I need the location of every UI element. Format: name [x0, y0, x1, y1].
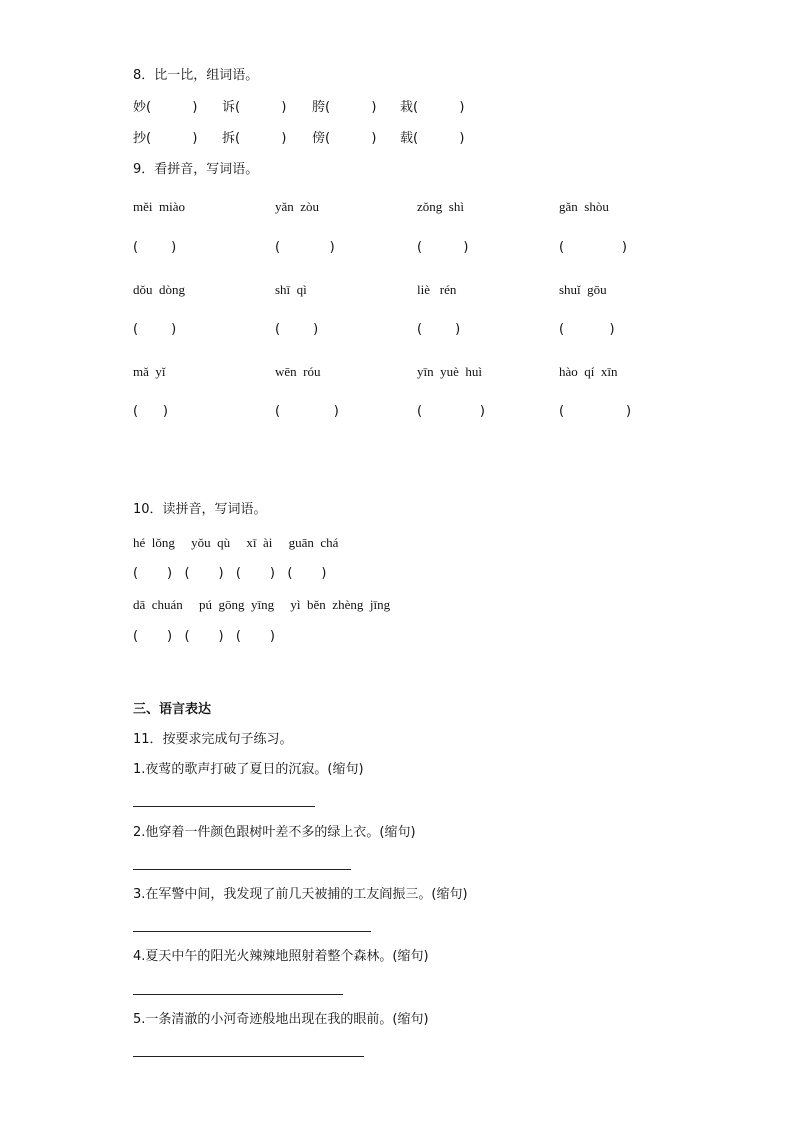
q8-row1-item4: 栽( )	[400, 100, 465, 115]
q8-row1-item1: 妙( )	[133, 100, 198, 115]
q9-pinyin-1-1: měi miào	[133, 199, 185, 214]
q8-row2-item4: 载( )	[400, 131, 465, 146]
q11-title: 11．按要求完成句子练习。	[133, 732, 293, 747]
q9-pinyin-3-2: wēn róu	[275, 364, 321, 379]
q9-blank-1-1: ( )	[133, 240, 177, 255]
q9-pinyin-2-2: shī qì	[275, 282, 307, 297]
q9-pinyin-3-1: mǎ yǐ	[133, 364, 166, 379]
q9-pinyin-2-4: shuǐ gōu	[559, 282, 607, 297]
q9-pinyin-3-3: yīn yuè huì	[417, 364, 482, 379]
q9-pinyin-1-3: zǒng shì	[417, 199, 464, 214]
q9-blank-3-4: ( )	[559, 404, 632, 419]
q9-blank-1-2: ( )	[275, 240, 335, 255]
q10-pinyin-line2: dā chuán pú gōng yīng yì běn zhèng jīng	[133, 597, 391, 612]
q9-pinyin-3-4: hào qí xīn	[559, 364, 618, 379]
q8-title: 8．比一比，组词语。	[133, 68, 259, 83]
q8-row1-item3: 胯( )	[312, 100, 377, 115]
q9-blank-2-4: ( )	[559, 322, 615, 337]
q9-pinyin-1-2: yǎn zòu	[275, 199, 320, 214]
q10-blanks-line2: ( ) ( ) ( )	[133, 629, 276, 644]
q11-item-3: 3.在军警中间，我发现了前几天被捕的工友阎振三。(缩句)	[133, 887, 468, 902]
answer-line-1[interactable]	[133, 806, 315, 807]
section-heading: 三、语言表达	[133, 702, 212, 717]
q10-pinyin-line1: hé lǒng yǒu qù xī ài guān chá	[133, 535, 339, 550]
q9-blank-3-1: ( )	[133, 404, 168, 419]
q9-blank-1-3: ( )	[417, 240, 469, 255]
q9-title: 9．看拼音，写词语。	[133, 162, 259, 177]
answer-line-5[interactable]	[133, 1056, 364, 1057]
answer-line-3[interactable]	[133, 931, 371, 932]
q8-row2-item1: 抄( )	[133, 131, 198, 146]
answer-line-4[interactable]	[133, 994, 343, 995]
q8-row2-item2: 拆( )	[222, 131, 287, 146]
q11-item-1: 1.夜莺的歌声打破了夏日的沉寂。(缩句)	[133, 762, 364, 777]
q9-blank-3-3: ( )	[417, 404, 485, 419]
q10-blanks-line1: ( ) ( ) ( ) ( )	[133, 566, 327, 581]
q9-blank-2-2: ( )	[275, 322, 319, 337]
q9-blank-2-3: ( )	[417, 322, 461, 337]
q9-blank-2-1: ( )	[133, 322, 177, 337]
q8-row2-item3: 傍( )	[312, 131, 377, 146]
q9-pinyin-2-3: liè rén	[417, 282, 457, 297]
q9-pinyin-1-4: gǎn shòu	[559, 199, 609, 214]
q10-title: 10．读拼音，写词语。	[133, 502, 267, 517]
q9-blank-3-2: ( )	[275, 404, 339, 419]
q9-pinyin-2-1: dǒu dòng	[133, 282, 185, 297]
answer-line-2[interactable]	[133, 869, 351, 870]
q11-item-2: 2.他穿着一件颜色跟树叶差不多的绿上衣。(缩句)	[133, 825, 416, 840]
q8-row1-item2: 诉( )	[222, 100, 287, 115]
q11-item-4: 4.夏天中午的阳光火辣辣地照射着整个森林。(缩句)	[133, 949, 429, 964]
q9-blank-1-4: ( )	[559, 240, 627, 255]
q11-item-5: 5.一条清澈的小河奇迹般地出现在我的眼前。(缩句)	[133, 1012, 429, 1027]
